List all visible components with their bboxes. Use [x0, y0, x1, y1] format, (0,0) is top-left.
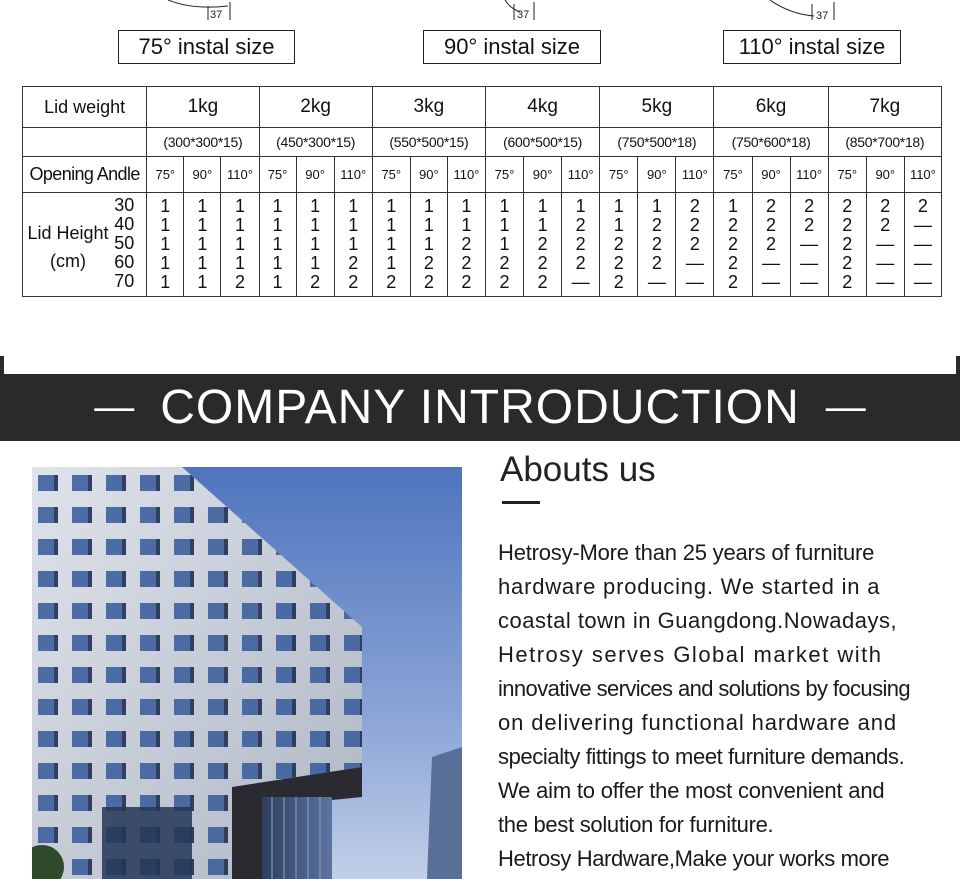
value-column	[714, 193, 752, 297]
hinge-count: 1	[423, 196, 434, 216]
value-column	[485, 193, 523, 297]
value-stack	[867, 197, 904, 292]
value-stack	[184, 197, 220, 292]
hinge-count: 2	[348, 253, 359, 273]
hinge-count: 2	[727, 234, 738, 254]
hinge-count: 1	[386, 234, 397, 254]
hinge-count: 1	[348, 196, 359, 216]
hinge-count: 2	[613, 272, 624, 292]
weight-cell: 1kg	[147, 87, 259, 128]
angle-cell: 75°	[485, 157, 523, 193]
angle-cell: 90°	[296, 157, 334, 193]
hinge-count: 2	[727, 272, 738, 292]
hinge-count: 1	[613, 215, 624, 235]
hinge-count: 2	[727, 253, 738, 273]
hinge-count: 1	[160, 272, 171, 292]
hinge-count: 2	[613, 253, 624, 273]
hinge-count: 2	[842, 272, 853, 292]
hinge-count: —	[762, 253, 781, 273]
about-line: Hetrosy-More than 25 years of furniture	[498, 540, 875, 565]
value-stack	[411, 197, 447, 292]
hinge-count: 1	[234, 253, 245, 273]
angle-cell: 75°	[259, 157, 296, 193]
diagram-dimension: 37	[210, 9, 223, 21]
hinge-count: —	[913, 253, 932, 273]
dimension-cell: (750*500*18)	[600, 128, 714, 157]
hinge-count: —	[876, 253, 895, 273]
install-size-label-75: 75° instal size	[118, 30, 295, 64]
hinge-count: —	[647, 272, 666, 292]
company-introduction-banner	[0, 356, 960, 441]
hinge-count: 2	[689, 215, 700, 235]
angle-diagram-75	[168, 0, 258, 22]
value-stack	[260, 197, 296, 292]
hinge-count: 2	[689, 196, 700, 216]
hinge-count: 1	[613, 196, 624, 216]
hinge-count: 1	[197, 253, 208, 273]
lid-weight-spec-table	[22, 86, 942, 297]
angle-cell: 110°	[562, 157, 600, 193]
weight-cell: 5kg	[600, 87, 714, 128]
hinge-count: 2	[461, 272, 472, 292]
hinge-count: 1	[423, 234, 434, 254]
hinge-count: 1	[160, 253, 171, 273]
hinge-count: —	[571, 272, 590, 292]
hinge-count: 1	[461, 196, 472, 216]
hinge-count: 2	[423, 272, 434, 292]
height-value: 30	[114, 195, 135, 215]
hinge-count: 1	[575, 196, 586, 216]
banner-content	[4, 374, 956, 441]
about-line: on delivering functional hardware and	[498, 710, 897, 735]
angle-cell: 75°	[372, 157, 410, 193]
hinge-count: 2	[499, 272, 510, 292]
weight-cell: 3kg	[372, 87, 485, 128]
hinge-count: 1	[727, 196, 738, 216]
value-column	[410, 193, 447, 297]
hinge-count: —	[800, 272, 819, 292]
angle-diagram-110	[770, 0, 860, 22]
value-stack	[448, 197, 485, 292]
hinge-count: 2	[310, 272, 321, 292]
angle-cell: 90°	[866, 157, 904, 193]
angle-cell: 110°	[676, 157, 714, 193]
hinge-count: 2	[804, 196, 815, 216]
hinge-count: 2	[423, 253, 434, 273]
hinge-count: 1	[386, 253, 397, 273]
angle-cell: 110°	[447, 157, 485, 193]
about-line: hardware producing. We started in a	[498, 574, 881, 599]
weight-cell: 6kg	[714, 87, 828, 128]
hinge-count: 1	[499, 196, 510, 216]
hinge-count: —	[685, 253, 704, 273]
angle-cell: 110°	[790, 157, 828, 193]
hinge-count: 2	[651, 253, 662, 273]
value-stack	[147, 197, 183, 292]
value-column	[221, 193, 259, 297]
value-column	[184, 193, 221, 297]
value-column	[752, 193, 790, 297]
weight-row	[23, 87, 942, 128]
hinge-count: 2	[537, 234, 548, 254]
dimension-cell: (300*300*15)	[147, 128, 259, 157]
hinge-count: 2	[766, 196, 777, 216]
install-size-label-110: 110° instal size	[723, 30, 901, 64]
hinge-count: 2	[727, 215, 738, 235]
angle-cell: 90°	[524, 157, 562, 193]
hinge-count: 2	[842, 234, 853, 254]
angle-cell: 75°	[714, 157, 752, 193]
banner-top-gap	[4, 356, 956, 374]
value-column	[866, 193, 904, 297]
empty-cell	[23, 128, 147, 157]
hinge-count: 1	[197, 215, 208, 235]
hinge-count: —	[913, 234, 932, 254]
hinge-count: 1	[423, 215, 434, 235]
banner-title: COMPANY INTRODUCTION	[160, 381, 800, 434]
value-stack	[373, 197, 410, 292]
value-column	[562, 193, 600, 297]
angle-cell: 90°	[410, 157, 447, 193]
value-column	[334, 193, 372, 297]
hinge-count: 1	[386, 196, 397, 216]
hinge-count: 1	[461, 215, 472, 235]
hinge-count: 2	[880, 215, 891, 235]
hinge-count: 2	[880, 196, 891, 216]
hinge-count: 2	[651, 234, 662, 254]
hinge-count: 1	[272, 196, 283, 216]
hinge-count: 1	[310, 253, 321, 273]
value-column	[259, 193, 296, 297]
hinge-count: 2	[537, 253, 548, 273]
about-line: Hetrosy serves Global market with	[498, 642, 883, 667]
hinge-count: 2	[766, 234, 777, 254]
value-stack	[335, 197, 372, 292]
hinge-count: 1	[160, 196, 171, 216]
lid-height-label	[25, 219, 111, 275]
hinge-count: 2	[917, 196, 928, 216]
hinge-count: 1	[537, 196, 548, 216]
hinge-count: 2	[461, 234, 472, 254]
hinge-count: 1	[197, 234, 208, 254]
hinge-count: 2	[386, 272, 397, 292]
angle-cell: 75°	[828, 157, 866, 193]
diagram-dimension: 37	[517, 9, 530, 21]
hinge-count: 2	[499, 253, 510, 273]
dimension-cell: (550*500*15)	[372, 128, 485, 157]
diagram-dimension: 37	[816, 10, 829, 22]
height-list	[114, 196, 134, 291]
hinge-count: 1	[234, 215, 245, 235]
hinge-count: 1	[310, 234, 321, 254]
value-stack	[524, 197, 561, 292]
lid-height-values-row	[23, 193, 942, 297]
value-stack	[600, 197, 637, 292]
dimension-cell: (850*700*18)	[828, 128, 941, 157]
value-column	[147, 193, 184, 297]
about-us-body	[498, 536, 960, 876]
company-building-photo	[32, 467, 462, 879]
lid-weight-header: Lid weight	[23, 87, 147, 128]
opening-angle-header: Opening Andle	[23, 157, 147, 193]
hinge-count: 1	[348, 234, 359, 254]
hinge-count: 1	[272, 215, 283, 235]
value-stack	[753, 197, 790, 292]
hinge-count: 2	[651, 215, 662, 235]
angle-cell: 110°	[334, 157, 372, 193]
hinge-count: —	[800, 253, 819, 273]
hinge-count: 1	[234, 196, 245, 216]
hinge-count: —	[762, 272, 781, 292]
angle-cell: 110°	[221, 157, 259, 193]
hinge-count: 1	[537, 215, 548, 235]
value-stack	[638, 197, 675, 292]
hinge-count: —	[800, 234, 819, 254]
dimension-cell: (750*600*18)	[714, 128, 828, 157]
hinge-count: 2	[766, 215, 777, 235]
install-size-label-90: 90° instal size	[423, 30, 601, 64]
value-column	[904, 193, 941, 297]
weight-cell: 4kg	[485, 87, 599, 128]
hinge-count: 2	[842, 196, 853, 216]
hinge-count: 1	[310, 215, 321, 235]
value-stack	[221, 197, 258, 292]
about-line: coastal town in Guangdong.Nowadays,	[498, 608, 898, 633]
about-us-title: Abouts us	[500, 450, 656, 489]
hinge-count: 2	[575, 234, 586, 254]
banner-dash-left: —	[94, 385, 135, 429]
dimension-cell: (600*500*15)	[485, 128, 599, 157]
value-column	[372, 193, 410, 297]
angle-cell: 75°	[147, 157, 184, 193]
about-line: the best solution for furniture.	[498, 812, 774, 837]
angle-diagram-90	[490, 0, 580, 22]
hinge-count: —	[876, 272, 895, 292]
value-column	[524, 193, 562, 297]
hinge-count: 1	[272, 253, 283, 273]
value-column	[790, 193, 828, 297]
value-stack	[486, 197, 523, 292]
weight-cell: 2kg	[259, 87, 372, 128]
value-column	[296, 193, 334, 297]
hinge-count: 1	[160, 215, 171, 235]
dimension-row	[23, 128, 942, 157]
hinge-count: 1	[499, 234, 510, 254]
value-stack	[297, 197, 334, 292]
hinge-count: 2	[842, 215, 853, 235]
height-value: 40	[114, 214, 135, 234]
hinge-count: 1	[197, 196, 208, 216]
hinge-count: 1	[234, 234, 245, 254]
value-column	[638, 193, 676, 297]
hinge-count: —	[685, 272, 704, 292]
weight-cell: 7kg	[828, 87, 941, 128]
hinge-count: 1	[272, 272, 283, 292]
hinge-count: 1	[197, 272, 208, 292]
hinge-count: 1	[310, 196, 321, 216]
hinge-count: —	[876, 234, 895, 254]
value-stack	[562, 197, 599, 292]
opening-angle-row	[23, 157, 942, 193]
angle-cell: 90°	[638, 157, 676, 193]
about-line: We aim to offer the most convenient and	[498, 778, 885, 803]
hinge-count: 2	[689, 234, 700, 254]
lid-height-header	[23, 193, 147, 297]
hinge-count: 2	[842, 253, 853, 273]
value-stack	[714, 197, 751, 292]
hinge-count: 1	[160, 234, 171, 254]
hinge-count: 2	[348, 272, 359, 292]
hinge-count: 1	[272, 234, 283, 254]
height-value: 50	[114, 233, 135, 253]
hinge-count: —	[913, 215, 932, 235]
hinge-count: 2	[804, 215, 815, 235]
dimension-cell: (450*300*15)	[259, 128, 372, 157]
angle-cell: 90°	[752, 157, 790, 193]
hinge-count: —	[913, 272, 932, 292]
unit-text: (cm)	[50, 251, 86, 271]
value-column	[600, 193, 638, 297]
angle-cell: 110°	[904, 157, 941, 193]
about-line: specialty fittings to meet furniture demands.	[498, 744, 905, 769]
value-stack	[829, 197, 866, 292]
hinge-count: 1	[499, 215, 510, 235]
height-value: 70	[114, 271, 135, 291]
value-column	[676, 193, 714, 297]
lid-height-text: Lid Height	[27, 223, 109, 243]
value-stack	[791, 197, 828, 292]
about-line: innovative services and solutions by focusing	[498, 676, 911, 701]
about-title-underline	[502, 501, 540, 504]
hinge-count: 2	[575, 215, 586, 235]
angle-cell: 75°	[600, 157, 638, 193]
hinge-count: 1	[348, 215, 359, 235]
hinge-count: 1	[386, 215, 397, 235]
height-value: 60	[114, 252, 135, 272]
value-stack	[905, 197, 941, 292]
value-column	[828, 193, 866, 297]
hinge-count: 2	[613, 234, 624, 254]
hinge-count: 2	[234, 272, 245, 292]
banner-dash-right: —	[825, 385, 866, 429]
hinge-count: 2	[575, 253, 586, 273]
value-stack	[676, 197, 713, 292]
angle-cell: 90°	[184, 157, 221, 193]
about-line: Hetrosy Hardware,Make your works more	[498, 846, 890, 871]
value-column	[447, 193, 485, 297]
hinge-count: 1	[651, 196, 662, 216]
hinge-count: 2	[461, 253, 472, 273]
hinge-count: 2	[537, 272, 548, 292]
